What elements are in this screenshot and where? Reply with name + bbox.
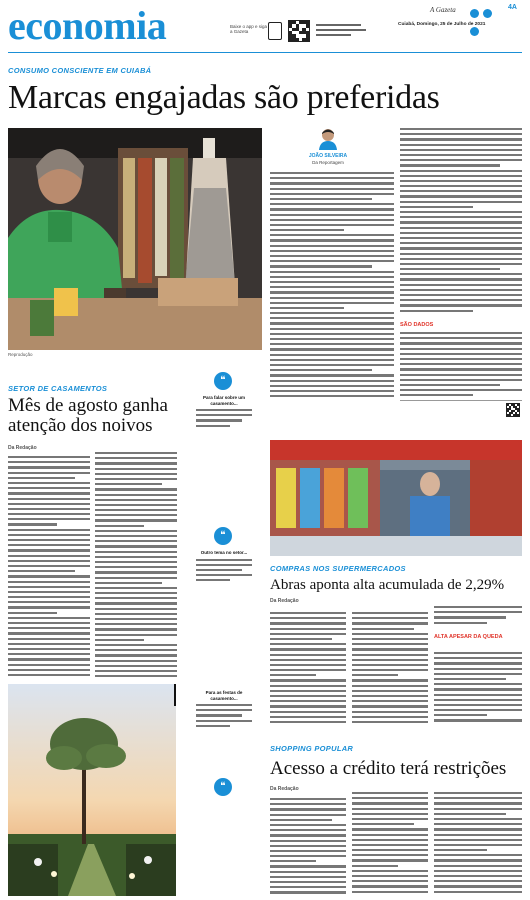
app-icon: [268, 22, 282, 40]
pull-quote-1: Para falar sobre um casamento...: [196, 395, 252, 430]
lead-photo: [8, 128, 262, 350]
story3-body-col-3: [434, 606, 522, 626]
lead-headline: Marcas engajadas são preferidas: [8, 79, 440, 116]
lead-end-rule: [400, 400, 522, 401]
story3-byline: Da Redação: [270, 598, 299, 604]
story2-body-col-1: [8, 456, 90, 678]
pull-quote-3: Para as festas de casamento...: [196, 690, 252, 730]
story2-body-col-2: [95, 452, 177, 678]
story4-body-col-1: [270, 798, 346, 896]
pull-quote-2: Outro tema no setor...: [196, 550, 252, 584]
lead-body-col-2: [400, 128, 522, 316]
story3-subhead: ALTA APESAR DA QUEDA: [434, 634, 503, 640]
quote-icon: ❝: [214, 372, 232, 390]
section-title: economia: [8, 3, 167, 48]
story3-kicker: COMPRAS NOS SUPERMERCADOS: [270, 564, 406, 573]
story4-headline: Acesso a crédito terá restrições: [270, 758, 507, 779]
masthead-rule: [8, 52, 522, 53]
quote-icon-3: ❝: [214, 778, 232, 796]
dateline: Cuiabá, Domingo, 25 de Julho de 2021: [398, 22, 486, 27]
story3-body-col-1: [270, 612, 346, 728]
story2-byline: Da Redação: [8, 445, 37, 451]
story4-byline: Da Redação: [270, 786, 299, 792]
story3-body-col-3b: [434, 652, 522, 728]
story3-headline: Abras aponta alta acumulada de 2,29%: [270, 577, 505, 593]
story2-headline-1: Mês de agosto ganha: [8, 395, 168, 416]
columnist-name: JOÃO SILVEIRA: [308, 153, 348, 159]
story4-kicker: SHOPPING POPULAR: [270, 744, 354, 753]
masthead: [0, 0, 530, 60]
lead-kicker: CONSUMO CONSCIENTE EM CUIABÁ: [8, 66, 152, 75]
story2-headline-2: atenção dos noivos: [8, 415, 153, 436]
lead-body-col-2b: [400, 332, 522, 398]
qr-code-icon-2[interactable]: [506, 403, 520, 417]
wedding-photo: [8, 684, 176, 896]
story3-body-col-2: [352, 612, 428, 728]
story4-body-col-2: [352, 792, 428, 896]
promo-text-2: [316, 24, 366, 38]
lead-body-col-1: [270, 172, 394, 410]
story2-kicker: SETOR DE CASAMENTOS: [8, 384, 108, 393]
story4-body-col-3: [434, 792, 522, 896]
social-icons[interactable]: [470, 5, 504, 15]
photo-marker: [174, 684, 176, 706]
promo-text: Baixe o app e siga a Gazeta: [230, 24, 268, 34]
columnist-avatar: [318, 128, 338, 150]
columnist-role: Da Reportagem: [312, 160, 344, 165]
supermarket-photo: [270, 440, 522, 556]
lead-photo-credit: Reprodução: [8, 352, 33, 357]
qr-code-icon[interactable]: [288, 20, 310, 42]
lead-subhead: SÃO DADOS: [400, 322, 434, 328]
page-number: 4A: [508, 4, 517, 11]
brand-logo: A Gazeta: [430, 6, 456, 14]
quote-icon-2: ❝: [214, 527, 232, 545]
